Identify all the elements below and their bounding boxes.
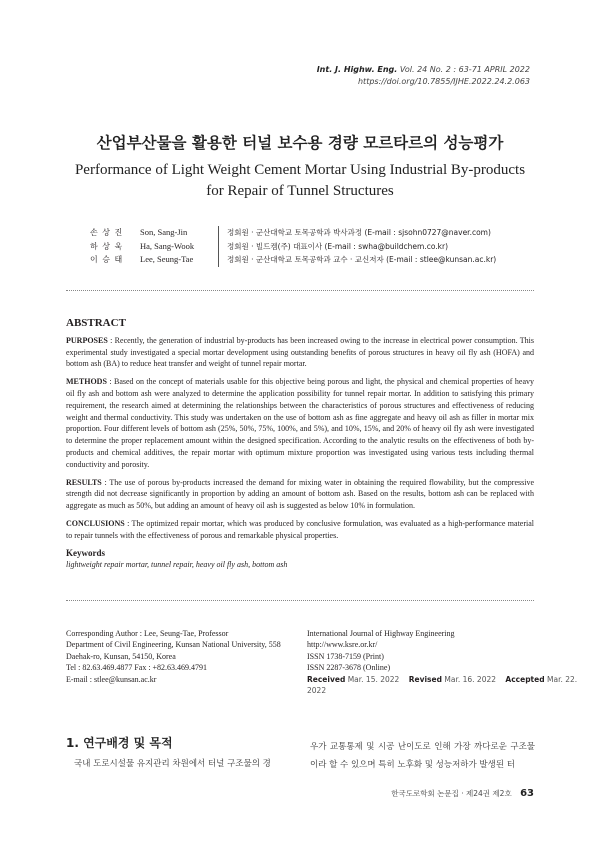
author-row (90, 226, 496, 240)
abstract-section (66, 318, 534, 571)
accepted-label: Accepted (505, 674, 545, 684)
keywords-text: lightweight repair mortar, tunnel repair, heavy oil fly ash, bottom ash (66, 560, 288, 570)
author-row (90, 240, 496, 254)
doi-link[interactable]: https://doi.org/10.7855/IJHE.2022.24.2.063 (357, 77, 530, 86)
author-name-ko: 손 상 진 (90, 228, 124, 237)
results-text: : The use of porous by-products increased the demand for mixing water in obtaining the required flowability, but the compressive strength did not decrease significantly in proportion by adding an amount of bottom ash. Based on the results, bottom ash can be replaced with aggregate as much as 50%, but adding an amount of heavy oil ash is suggested as below 10% in formulation. (66, 477, 534, 511)
divider-bottom (66, 600, 534, 601)
revised-label: Revised (408, 674, 442, 684)
journal-name: Int. J. Highw. Eng. (316, 65, 398, 74)
section-heading: 1. 연구배경 및 목적 (66, 736, 173, 750)
journal-info-line: ISSN 2287-3678 (Online) (307, 663, 391, 673)
author-affiliation: 정회원 · 군산대학교 토목공학과 박사과정 (E-mail : sjsohn0727@naver.com) (227, 228, 491, 237)
journal-header (317, 64, 530, 88)
page-number: 63 (520, 788, 534, 799)
journal-url-link[interactable]: http://www.ksre.or.kr/ (307, 640, 378, 650)
conclusions-text: : The optimized repair mortar, which was produced by conclusive formulation, was evaluated as a high-performance material to repair tunnels with the effectiveness of porous and remarkable physical properties. (66, 518, 534, 540)
author-name-en: Lee, Seung-Tae (140, 253, 219, 267)
corresponding-email: E-mail : stlee@kunsan.ac.kr (66, 674, 157, 684)
author-name-ko: 하 상 욱 (90, 241, 124, 251)
received-label: Received (307, 674, 346, 684)
purposes-label: PURPOSES (66, 335, 108, 345)
corresponding-author-block (66, 628, 281, 685)
footer-journal: 한국도로학회 논문집 · 제24권 제2호 (391, 789, 512, 798)
results-label: RESULTS (66, 477, 102, 487)
dates-line (307, 674, 600, 697)
abstract-conclusions (66, 518, 534, 542)
received-date: Mar. 15. 2022 (347, 674, 400, 684)
keywords-heading: Keywords (66, 547, 105, 558)
journal-info-line: ISSN 1738-7159 (Print) (307, 651, 384, 661)
revised-date: Mar. 16. 2022 (444, 674, 497, 684)
body-column-left: 국내 도로시설물 유지관리 차원에서 터널 구조물의 경 (74, 759, 271, 769)
corresponding-line: Daehak-ro, Kunsan, 54150, Korea (66, 651, 176, 661)
purposes-text: : Recently, the generation of industrial by-products has been increased owing to the increase in electrical power consumption. This experimental study investigated a special mortar development using outstanding benefits of porous structures in heavy oil fly ash (HOFA) and bottom ash (BA) to reduce heat transfer and weight of tunnel repair mortar. (66, 335, 534, 369)
corresponding-line: Tel : 82.63.469.4877 Fax : +82.63.469.4791 (66, 663, 208, 673)
author-name-en: Son, Sang-Jin (140, 226, 219, 240)
journal-info-block (307, 628, 600, 696)
title-english: Performance of Light Weight Cement Mortar Using Industrial By-products for Repair of Tunnel Structures (74, 162, 526, 199)
conclusions-label: CONCLUSIONS (66, 518, 125, 528)
author-row (90, 253, 496, 267)
divider-top (66, 290, 534, 291)
corresponding-line: Department of Civil Engineering, Kunsan National University, 558 (66, 640, 281, 650)
author-affiliation: 정회원 · 군산대학교 토목공학과 교수 · 교신저자 (E-mail : stlee@kunsan.ac.kr) (227, 255, 497, 264)
author-name-ko: 이 승 태 (90, 255, 124, 264)
abstract-purposes (66, 335, 534, 370)
body-column-right: 우가 교통통제 및 시공 난이도로 인해 가장 까다로운 구조물이라 할 수 있으며 특히 노후화 및 성능저하가 발생된 터 (310, 742, 535, 770)
title-korean: 산업부산물을 활용한 터널 보수용 경량 모르타르의 성능평가 (96, 134, 504, 152)
volume-info: Vol. 24 No. 2 : 63-71 APRIL 2022 (399, 65, 530, 74)
page-footer (391, 788, 534, 799)
author-affiliation: 정회원 · 빌드켐(주) 대표이사 (E-mail : swha@buildchem.co.kr) (227, 241, 449, 251)
abstract-methods (66, 376, 534, 470)
methods-text: : Based on the concept of materials usable for this objective being porous and light, the physical and chemical properties of heavy oil fly ash and bottom ash were analyzed to determine the application possibility for tunnel repair mortar. In addition to satisfying this primary requirement, the research aimed at determining the relationships between the characteristics of porous structures and effectiveness of reducing weight and thermal conductivity. This study was undertaken on the use of bottom ash as fine aggregate and heavy oil ash as filler in mortar mix proportion. Four different levels of bottom ash (25%, 50%, 75%, 100%, and 5%), and 10%, 15%, and 20% of heavy oil fly ash were investigated to determine the proper replacement amount within the designed specification. According to the analytic results on the effectiveness of both by-products and chemical additives, the repair mortar with optimum mixture proportion was investigated using various tests including thermal conductivity and porosity. (66, 377, 534, 469)
author-list (90, 226, 496, 267)
accepted-date: Mar. 22. 2022 (307, 674, 578, 696)
abstract-results (66, 477, 534, 512)
abstract-heading: ABSTRACT (66, 317, 126, 329)
journal-info-line: International Journal of Highway Engineering (307, 629, 455, 638)
author-name-en: Ha, Sang-Wook (140, 240, 219, 254)
corresponding-line: Corresponding Author : Lee, Seung-Tae, Professor (66, 629, 229, 638)
methods-label: METHODS (66, 377, 107, 387)
